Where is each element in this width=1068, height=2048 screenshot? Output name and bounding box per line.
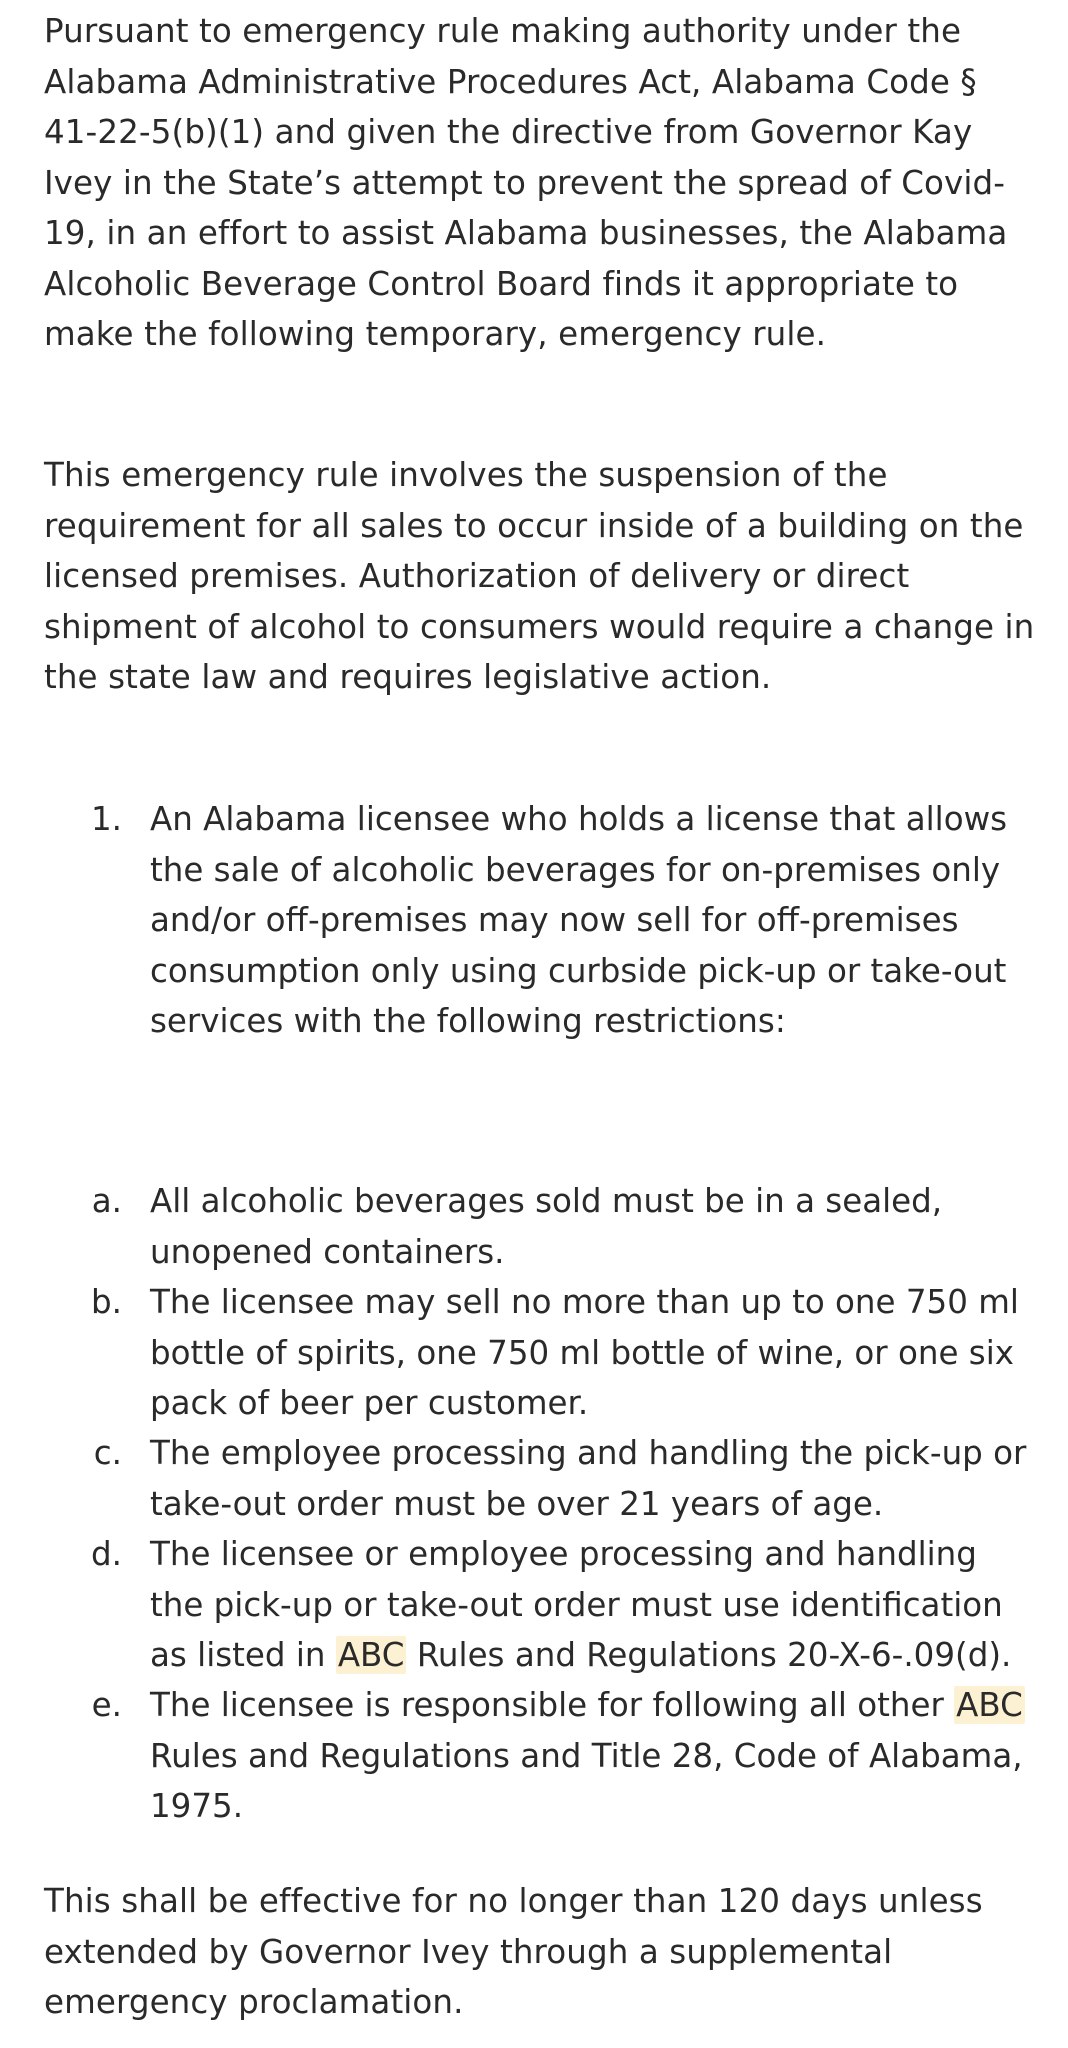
intro-line: 41-22-5(b)(1) and given the directive from Governor Kay: [44, 113, 973, 151]
restriction-text-segment: The licensee is responsible for following all other: [150, 1686, 955, 1724]
closing-line: This shall be effective for no longer than 120 days unless: [44, 1882, 983, 1920]
closing-line: extended by Governor Ivey through a supplemental: [44, 1932, 893, 1971]
restriction-line: take-out order must be over 21 years of age.: [150, 1484, 884, 1523]
restriction-line: the pick-up or take-out order must use identification: [150, 1585, 1003, 1624]
rule-line: services with the following restrictions:: [150, 1002, 786, 1040]
restriction-text: [150, 1428, 1065, 1529]
rule-number: 1.: [90, 800, 122, 838]
rule-line: consumption only using curbside pick-up or take-out: [150, 951, 1007, 990]
restriction-line: [150, 1630, 1065, 1681]
scope-line: This emergency rule involves the suspension of the: [44, 456, 888, 494]
rule-line: and/or off-premises may now sell for off-premises: [150, 901, 959, 939]
scope-line: requirement for all sales to occur inside of a building on the: [44, 506, 1024, 545]
restriction-line: bottle of spirits, one 750 ml bottle of wine, or one six: [150, 1333, 1014, 1372]
intro-line: Pursuant to emergency rule making authority under the: [44, 12, 962, 50]
rule-text: [150, 794, 1065, 1047]
scope-paragraph: [44, 450, 1054, 703]
abc-highlight: ABC: [337, 1636, 405, 1674]
restriction-letter: a.: [91, 1182, 122, 1220]
restriction-text-segment: as listed in: [150, 1636, 336, 1674]
restriction-line: [150, 1680, 1065, 1731]
restriction-text: [150, 1176, 1065, 1277]
abc-highlight: ABC: [956, 1686, 1023, 1724]
closing-line: emergency proclamation.: [44, 1983, 464, 2021]
intro-line: Alcoholic Beverage Control Board finds it appropriate to: [44, 264, 959, 303]
restriction-letter: b.: [91, 1283, 122, 1321]
scope-line: licensed premises. Authorization of delivery or direct: [44, 557, 910, 595]
restriction-text: [150, 1277, 1065, 1429]
intro-line: Alabama Administrative Procedures Act, Alabama Code §: [44, 62, 977, 101]
intro-line: Ivey in the State’s attempt to prevent the spread of Covid-: [44, 163, 1006, 202]
closing-paragraph: [44, 1876, 1054, 2028]
intro-line: make the following temporary, emergency rule.: [44, 315, 827, 353]
rule-line: An Alabama licensee who holds a license that allows: [150, 800, 1008, 838]
scope-line: shipment of alcohol to consumers would require a change in: [44, 607, 1035, 646]
rule-line: the sale of alcoholic beverages for on-premises only: [150, 850, 1001, 889]
restriction-text: [150, 1529, 1065, 1681]
intro-paragraph: [44, 6, 1054, 360]
intro-line: 19, in an effort to assist Alabama businesses, the Alabama: [44, 214, 1008, 252]
restriction-text-segment: Rules and Regulations 20-X-6-.09(d).: [406, 1636, 1012, 1674]
restriction-text: [150, 1680, 1065, 1832]
restriction-letter: e.: [91, 1686, 122, 1724]
restriction-letter: c.: [93, 1434, 122, 1472]
restriction-line: Rules and Regulations and Title 28, Code of Alabama,: [150, 1736, 1023, 1775]
restriction-line: unopened containers.: [150, 1232, 505, 1271]
restriction-line: The employee processing and handling the pick-up or: [150, 1434, 1027, 1472]
restriction-letter: d.: [91, 1535, 122, 1573]
scope-line: the state law and requires legislative action.: [44, 658, 772, 696]
restriction-line: pack of beer per customer.: [150, 1384, 589, 1422]
restriction-line: The licensee or employee processing and handling: [150, 1535, 977, 1573]
restriction-line: 1975.: [150, 1787, 244, 1825]
restriction-line: The licensee may sell no more than up to one 750 ml: [150, 1283, 1019, 1321]
restriction-line: All alcoholic beverages sold must be in a sealed,: [150, 1182, 943, 1220]
